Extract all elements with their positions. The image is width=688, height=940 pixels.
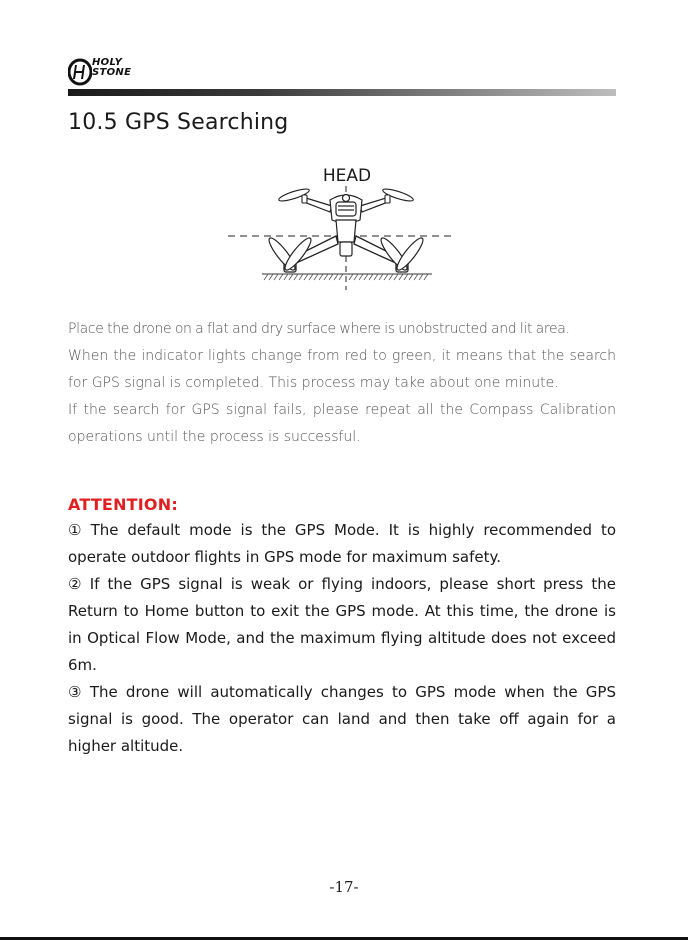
logo-line-1: HOLY (92, 57, 123, 68)
item-text-1: The default mode is the GPS Mode. It is highly recommended to operate outdoor flights in GPS mode for maximum safety. (68, 521, 617, 566)
holy-stone-logo (68, 57, 158, 87)
drone-diagram (220, 162, 460, 294)
attention-item-1 (68, 517, 616, 571)
item-marker-2: ② (68, 575, 85, 593)
head-label: HEAD (322, 166, 372, 186)
logo-emblem-icon (68, 57, 92, 87)
attention-section (68, 493, 616, 760)
page-number: -17- (329, 878, 359, 896)
ground-hatching (262, 274, 432, 280)
drone-illustration (220, 162, 460, 294)
page-title: 10.5 GPS Searching (68, 110, 289, 135)
header-rule (68, 89, 616, 96)
intro-paragraph-2: When the indicator lights change from red to green, it means that the search for GPS signal is completed. This process may take about one minute. (68, 348, 616, 391)
intro-paragraph-3: If the search for GPS signal fails, please repeat all the Compass Calibration operations until the process is successful. (68, 402, 616, 445)
item-marker-3: ③ (68, 683, 85, 701)
logo-line-2: STONE (92, 67, 132, 78)
attention-heading: ATTENTION: (68, 495, 178, 514)
item-marker-1: ① (68, 521, 86, 539)
logo-wordmark (92, 58, 131, 78)
attention-item-3 (68, 679, 616, 760)
drone-body (330, 195, 362, 257)
intro-text (68, 316, 630, 451)
item-text-2: If the GPS signal is weak or flying indoors, please short press the Return to Home button to exit the GPS mode. At this time, the drone is in Optical Flow Mode, and the maximum flying altitude does not exceed 6m. (68, 575, 617, 674)
item-text-3: The drone will automatically changes to GPS mode when the GPS signal is good. The operator can land and then take off again for a higher altitude. (68, 683, 616, 755)
intro-paragraph-1: Place the drone on a flat and dry surface where is unobstructed and lit area. (68, 321, 570, 337)
attention-item-2 (68, 571, 616, 679)
